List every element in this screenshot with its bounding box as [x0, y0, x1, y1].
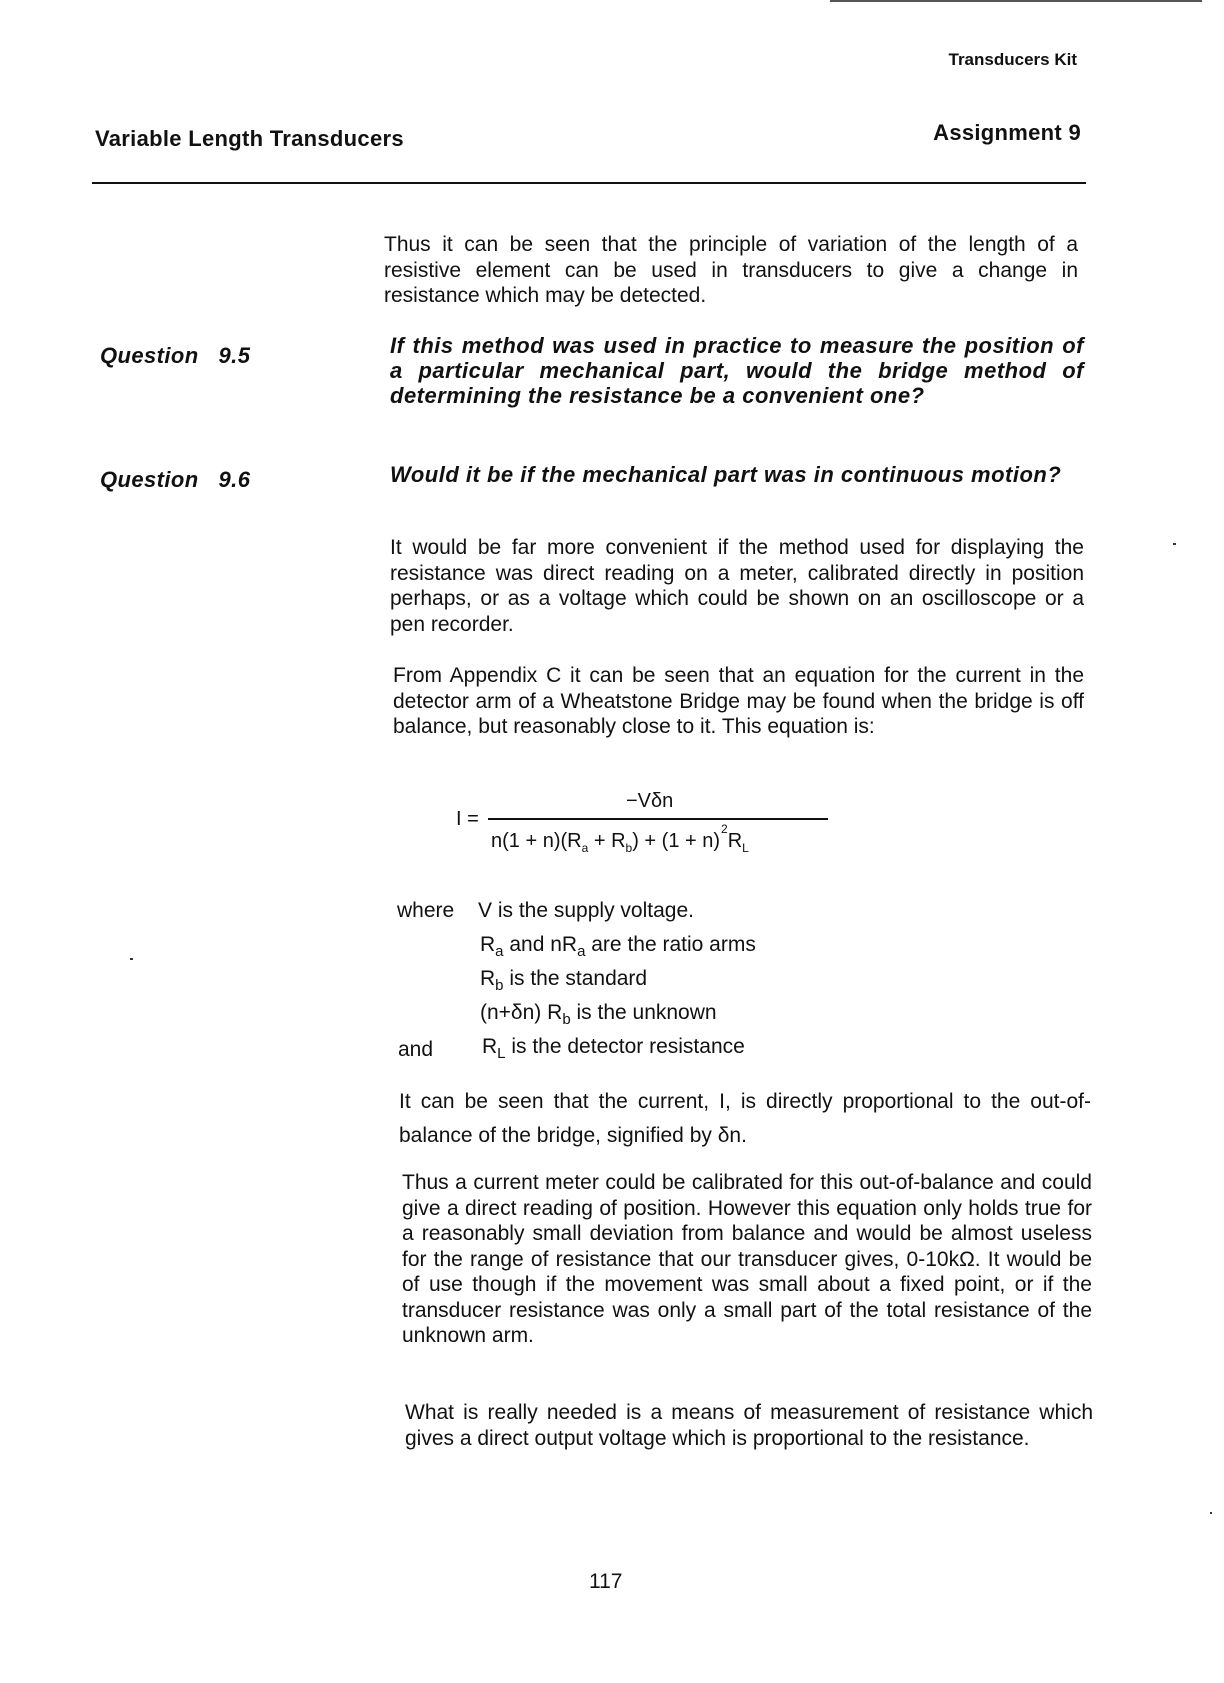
paragraph-proportional: It can be seen that the current, I, is directly proportional to the out-of-balance of the bridge, signified by δn. — [399, 1090, 1091, 1147]
question-number: 9.5 — [218, 343, 251, 368]
header-rule — [92, 182, 1086, 184]
definition-rl: $R_L$ is the detector resistance — [482, 1035, 745, 1062]
kit-label: Transducers Kit — [948, 50, 1077, 69]
question-9-5-label — [100, 343, 250, 369]
question-9-5-text: If this method was used in practice to measure the position of a particular mechanical part, would the bridge method of determining the resistance be a convenient one? — [390, 333, 1084, 408]
assignment-label: Assignment 9 — [933, 120, 1081, 145]
scan-speck — [1173, 543, 1176, 545]
question-9-6-label — [100, 467, 250, 493]
definition-v: V is the supply voltage. — [478, 899, 694, 922]
section-title: Variable Length Transducers — [95, 126, 404, 151]
question-label-word: Question — [100, 343, 199, 368]
question-label-word: Question — [100, 467, 199, 492]
equation-numerator: −Vδn — [626, 790, 674, 812]
fraction-bar — [488, 818, 828, 820]
top-edge-rule — [830, 0, 1202, 2]
question-9-6-text: Would it be if the mechanical part was in continuous motion? — [390, 462, 1062, 487]
where-word: where — [397, 899, 455, 922]
definition-rb: $R_b$ is the standard — [480, 967, 648, 994]
intro-paragraph: Thus it can be seen that the principle of variation of the length of a resistive element can be used in transducers to give a change in resistance which may be detected. — [384, 233, 1078, 307]
equation-lhs: I = — [456, 808, 479, 830]
paragraph-requirement: What is really needed is a means of measurement of resistance which gives a direct output voltage which is proportional to the resistance. — [405, 1401, 1093, 1450]
paragraph-current-meter: Thus a current meter could be calibrated for this out-of-balance and could give a direct reading of position. However this equation only holds true for a reasonably small deviation from balance and would be almost useless for the range of resistance that our transducer gives, 0-10kΩ. It would be of use though if the movement was small about a fixed point, or if the transducer resistance was only a small part of the total resistance of the unknown arm. — [402, 1171, 1092, 1347]
definition-unknown: (n+δn) $R_b$ is the unknown — [480, 1001, 717, 1028]
paragraph-convenience: It would be far more convenient if the method used for displaying the resistance was direct reading on a meter, calibrated directly in position perhaps, or as a voltage which could be shown on an oscilloscope or a pen recorder. — [390, 536, 1084, 636]
and-word: and — [398, 1038, 434, 1061]
scan-speck — [1210, 1512, 1212, 1514]
question-number: 9.6 — [218, 467, 251, 492]
page-number: 117 — [589, 1570, 623, 1593]
paragraph-appendix: From Appendix C it can be seen that an equation for the current in the detector arm of a Wheatstone Bridge may be found when the bridge is off balance, but reasonably close to it. This equation is: — [393, 664, 1084, 738]
scan-speck — [130, 958, 133, 960]
bridge-current-equation — [446, 790, 846, 870]
definition-ra: $R_a$ and $nR_a$ are the ratio arms — [480, 933, 756, 960]
equation-denominator: $n(1 + n)(R_a + R_b) + (1 + n)^2R_L$ — [491, 822, 749, 855]
